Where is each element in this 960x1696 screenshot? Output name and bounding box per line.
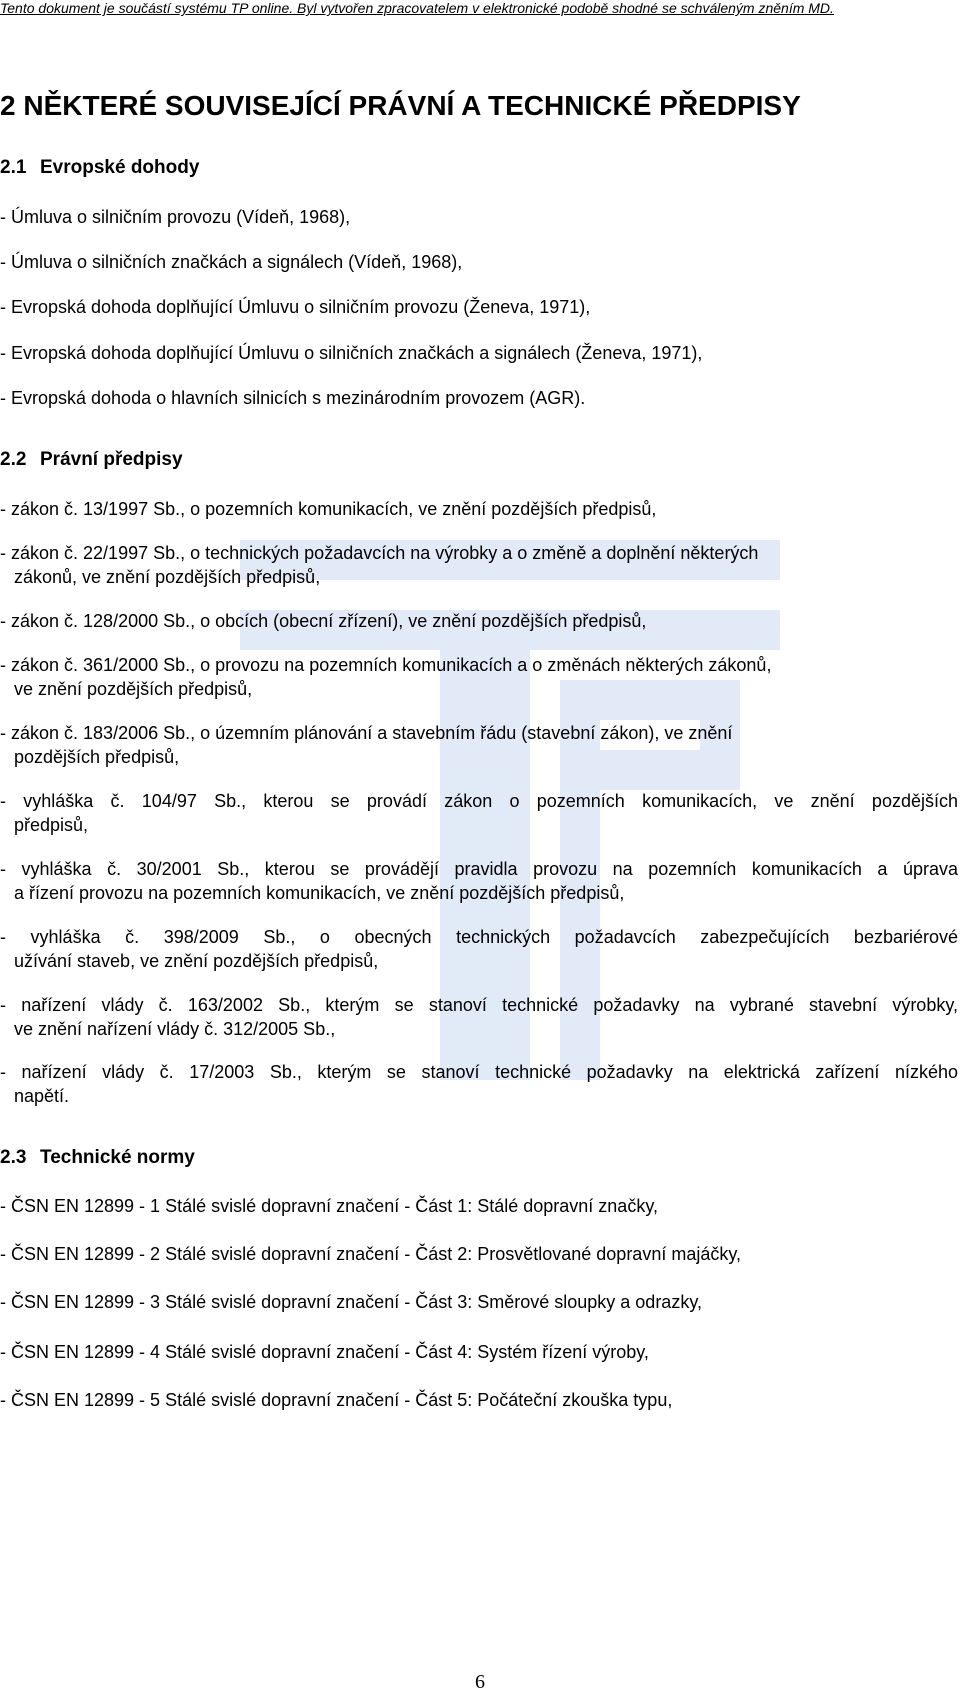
list-item-continuation: užívání staveb, ve znění pozdějších předpisů, — [14, 951, 379, 971]
list-item: - Evropská dohoda doplňující Úmluvu o silničních značkách a signálech (Ženeva, 1971), — [0, 343, 703, 363]
list-item-continuation: zákonů, ve znění pozdějších předpisů, — [14, 567, 321, 587]
list-item-line: - vyhláška č. 30/2001 Sb., kterou se provádějí pravidla provozu na pozemních komunikacích a úprava — [0, 859, 958, 879]
page-number: 6 — [475, 1671, 485, 1693]
section-number: 2.2 — [0, 449, 27, 470]
list-item — [0, 497, 958, 521]
list-item: - Úmluva o silničních značkách a signálech (Vídeň, 1968), — [0, 252, 463, 272]
section-title: Technické normy — [40, 1147, 195, 1168]
list-item-line: - zákon č. 183/2006 Sb., o územním plánování a stavebním řádu (stavební zákon), ve znění — [0, 723, 733, 743]
list-item: - ČSN EN 12899 - 4 Stálé svislé dopravní značení - Část 4: Systém řízení výroby, — [0, 1342, 649, 1362]
section-title: Právní předpisy — [40, 449, 183, 470]
list-item — [0, 541, 958, 589]
list-item-line: - vyhláška č. 104/97 Sb., kterou se provádí zákon o pozemních komunikacích, ve znění pozdějších — [0, 791, 958, 811]
list-item: - Evropská dohoda o hlavních silnicích s mezinárodním provozem (AGR). — [0, 388, 586, 408]
list-item — [0, 993, 958, 1041]
section-title: Evropské dohody — [40, 157, 200, 178]
section-heading-2-1 — [0, 157, 199, 179]
list-item-continuation: předpisů, — [14, 815, 89, 835]
list-item — [0, 609, 958, 633]
chapter-heading: 2 NĚKTERÉ SOUVISEJÍCÍ PRÁVNÍ A TECHNICKÉ PŘEDPISY — [0, 90, 801, 121]
list-item-continuation: ve znění pozdějších předpisů, — [14, 679, 253, 699]
list-item-line: - zákon č. 13/1997 Sb., o pozemních komunikacích, ve znění pozdějších předpisů, — [0, 499, 657, 519]
list-item-line: - vyhláška č. 398/2009 Sb., o obecných technických požadavcích zabezpečujících bezbariérové — [0, 927, 958, 947]
list-item-continuation: a řízení provozu na pozemních komunikacích, ve znění pozdějších předpisů, — [14, 883, 625, 903]
list-item-continuation: ve znění nařízení vlády č. 312/2005 Sb., — [14, 1019, 336, 1039]
list-item: - ČSN EN 12899 - 3 Stálé svislé dopravní značení - Část 3: Směrové sloupky a odrazky, — [0, 1292, 702, 1312]
list-item — [0, 1060, 958, 1108]
list-item — [0, 789, 958, 837]
section-heading-2-3 — [0, 1147, 195, 1169]
list-item-line: - zákon č. 22/1997 Sb., o technických požadavcích na výrobky a o změně a doplnění některých — [0, 543, 759, 563]
section-heading-2-2 — [0, 449, 183, 471]
section-number: 2.1 — [0, 157, 27, 178]
list-item: - ČSN EN 12899 - 2 Stálé svislé dopravní značení - Část 2: Prosvětlované dopravní majáčky, — [0, 1244, 742, 1264]
list-item: - ČSN EN 12899 - 5 Stálé svislé dopravní značení - Část 5: Počáteční zkouška typu, — [0, 1390, 673, 1410]
list-item: - Evropská dohoda doplňující Úmluvu o silničním provozu (Ženeva, 1971), — [0, 297, 591, 317]
list-item: - ČSN EN 12899 - 1 Stálé svislé dopravní značení - Část 1: Stálé dopravní značky, — [0, 1196, 658, 1216]
list-item-line: - nařízení vlády č. 17/2003 Sb., kterým se stanoví technické požadavky na elektrická zařízení nízkého — [0, 1062, 958, 1082]
list-item-line: - nařízení vlády č. 163/2002 Sb., kterým se stanoví technické požadavky na vybrané stavební výrobky, — [0, 995, 958, 1015]
list-item — [0, 653, 958, 701]
list-item-line: - zákon č. 128/2000 Sb., o obcích (obecní zřízení), ve znění pozdějších předpisů, — [0, 611, 647, 631]
list-item — [0, 857, 958, 905]
list-item-continuation: napětí. — [14, 1086, 70, 1106]
system-banner: Tento dokument je součástí systému TP online. Byl vytvořen zpracovatelem v elektronické podobě shodné se schváleným zněním MD. — [0, 0, 834, 16]
list-item — [0, 721, 958, 769]
section-number: 2.3 — [0, 1147, 27, 1168]
list-item-continuation: pozdějších předpisů, — [14, 747, 180, 767]
list-item-line: - zákon č. 361/2000 Sb., o provozu na pozemních komunikacích a o změnách některých zákonů, — [0, 655, 772, 675]
list-item: - Úmluva o silničním provozu (Vídeň, 1968), — [0, 207, 351, 227]
list-item — [0, 925, 958, 973]
